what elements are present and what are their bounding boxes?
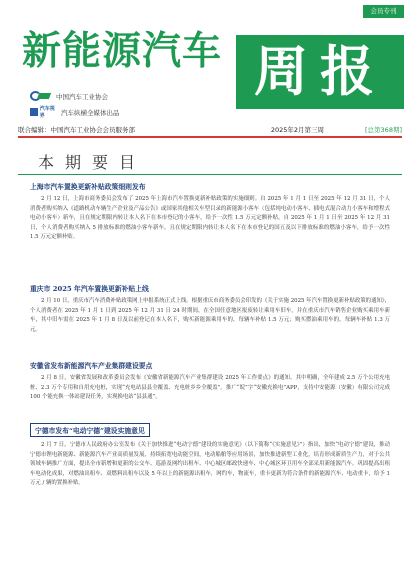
article-title[interactable]: 上海市汽车置换更新补贴政策细则发布 [30, 183, 146, 191]
article-title[interactable]: 安徽省发布新能源汽车产业集群建设要点 [30, 362, 153, 370]
article-anhui [30, 360, 390, 403]
article-title[interactable]: 重庆市 2025 年汽车置换更新补贴上线 [30, 285, 149, 293]
issue-number: [总第368期] [365, 126, 402, 134]
article-title[interactable] [30, 423, 390, 437]
caam-logo-icon [30, 91, 50, 101]
article-chongqing [30, 283, 390, 335]
article-body: 2 月 7 日，宁德市人民政府办公室发布《关于加快推进“电动宁德”建设的实施意见》（以下简称“《实施意见》”）指出，加快“电动宁德”建设，推动宁德市锂电新能源、新能源汽车产业高质量发展，持续拓宽电动能空间，电动船舶等应用场景，加快推进新型工业化，培育形成新质生产力，对于公共领域车辆推广方面，提出全市新增和更新的公交车、巡游及网约出租车、中心城区邮政快递车、中心城区环卫用车全部采用新能源汽车。巩固提高出租车电动化成果，对燃油出租车、双燃料出租车以及 5 年以上的新能源出租车，网约车，物流车，重卡更新为符合条件的新能源汽车、电动重卡，给予 1 万元 / 辆的置换补贴。 [30, 442, 390, 487]
org-row-media [30, 106, 120, 118]
masthead-title: 新能源汽车 [22, 29, 223, 74]
org-name-media: 汽车纵横全媒体出品 [61, 108, 120, 117]
issue-date: 2025年2月第三周 [270, 126, 324, 134]
article-body: 2 月 8 日，安徽省发展和改革委员会发布《安徽省新能源汽车产业集群建设 2025 年工作要点》的通知。其中明确，全年建成 2.5 万个公用充电桩、2.3 万个专用和自用充电桩，实现“充电站县县全覆盖、充电桩乡乡全覆盖”。推广“皖”字“安徽充换电”APP，支持中安能源（安徽）有限公司完成 100 个能充换一体站建设任务，实现换电站“县县通”。 [30, 375, 390, 401]
article-ningde [30, 423, 390, 489]
article-body: 2 月 10 日，重庆市汽车消费补贴政策网上申报系统正式上线。根据重庆市商务委员会印发的《关于实施 2025 年汽车置换更新补贴政策的通知》，个人消费者在 2025 年 1 月 1 日到 2025 年 12 月 31 日 24 时期间，在全国任意地区报废转让乘用车旧车，并在重庆市汽车销售企业购买乘用车新车，其中旧车需在 2025 年 1 月 8 日及以前登记在本人名下，购买新能源乘用车的，每辆车补贴 1.5 万元；购买燃油乘用车的，每辆车补贴 1.3 万元。 [30, 298, 390, 333]
article-title-box: 宁德市发布“电动宁德”建设实施意见 [30, 423, 150, 437]
article-body: 2 月 12 日，上海市商务委员会发布了 2025 年上海市汽车置换更新补贴政策的实施细则。自 2025 年 1 月 1 日至 2025 年 12 月 31 日，个人消费者购买纳入《道路机动车辆生产企业及产品公告》或国家其他相关车型目录的新能源小客车（包括纯电动小客车、插电式混合动力小客车和增程式电动小客车）新车，且在规定期限内转让本人名下在本市登记的小客车，给予一次性 1.5 万元定额补贴。自 2025 年 1 月 1 日至 2025 年 12 月 31 日，个人消费者购买纳入 5 排放标准的燃油小客车新车，且在规定期限内转让本人名下在本市登记的国五及以下排放标准的燃油小客车，给予一次性 1.5 万元定额补贴。 [30, 196, 390, 241]
member-edition-badge: 会员专刊 [363, 5, 404, 18]
toc-heading: 本期要目 [38, 153, 147, 172]
org-name-caam: 中国汽车工业协会 [56, 92, 108, 101]
publication-info-row [18, 124, 402, 136]
article-shanghai [30, 181, 390, 243]
weekly-report-block: 周报 [236, 35, 404, 109]
auto-vision-logo-icon: 汽车视界 [30, 107, 57, 117]
header-divider [18, 136, 402, 138]
org-row-caam [30, 90, 108, 102]
co-editor-line: 联合编辑：中国汽车工业协会会员服务部 [18, 126, 135, 134]
toc-divider [18, 174, 402, 175]
